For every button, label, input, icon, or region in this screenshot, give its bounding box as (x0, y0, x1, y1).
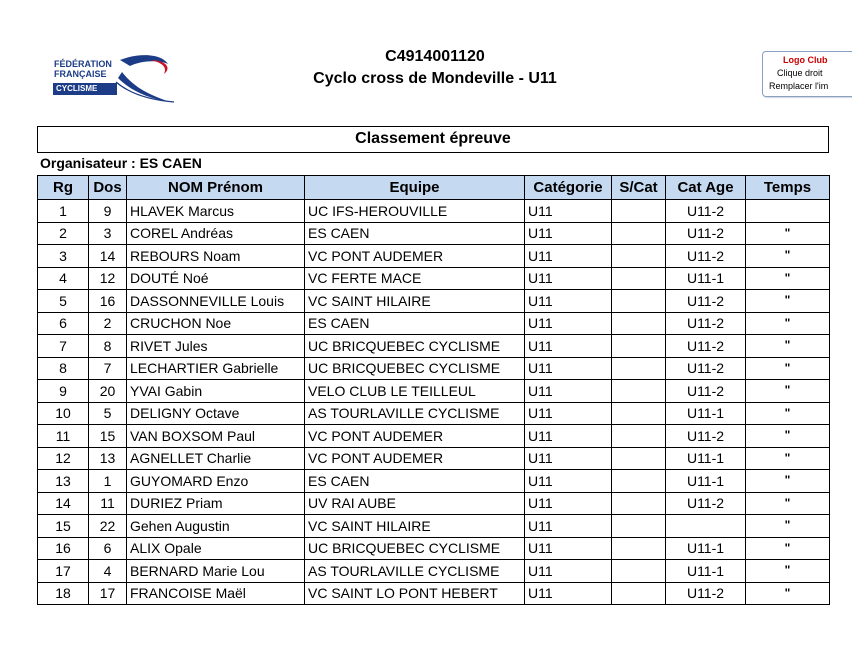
cell-time: " (746, 222, 830, 245)
cell-team: VC SAINT HILAIRE (305, 290, 525, 313)
cell-cat: U11 (525, 470, 612, 493)
cell-team: ES CAEN (305, 312, 525, 335)
cell-cat: U11 (525, 335, 612, 358)
cell-scat (612, 582, 666, 605)
cell-time (746, 200, 830, 223)
cell-name: VAN BOXSOM Paul (127, 425, 305, 448)
federation-logo-text (54, 59, 112, 79)
cell-scat (612, 245, 666, 268)
cell-rg: 2 (38, 222, 89, 245)
cell-dos: 12 (89, 267, 127, 290)
cell-scat (612, 402, 666, 425)
cell-scat (612, 357, 666, 380)
cell-catage: U11-2 (666, 245, 746, 268)
cell-catage: U11-2 (666, 335, 746, 358)
race-code: C4914001120 (385, 48, 485, 65)
cell-rg: 14 (38, 492, 89, 515)
cell-cat: U11 (525, 267, 612, 290)
cell-dos: 7 (89, 357, 127, 380)
cell-name: FRANCOISE Maël (127, 582, 305, 605)
cell-cat: U11 (525, 492, 612, 515)
table-row (38, 537, 830, 560)
cell-rg: 1 (38, 200, 89, 223)
cell-catage: U11-2 (666, 312, 746, 335)
logo-line-federation: FÉDÉRATION (54, 59, 112, 69)
organiser-label: Organisateur : ES CAEN (40, 155, 202, 171)
cell-catage: U11-2 (666, 222, 746, 245)
cell-catage: U11-2 (666, 200, 746, 223)
cell-scat (612, 470, 666, 493)
results-body (38, 200, 830, 605)
club-logo-title: Logo Club (783, 55, 828, 65)
logo-cyclisme-bar: CYCLISME (53, 83, 117, 95)
cell-time: " (746, 515, 830, 538)
cell-catage: U11-1 (666, 560, 746, 583)
cell-name: YVAI Gabin (127, 380, 305, 403)
column-header-dos: Dos (89, 176, 127, 200)
cell-scat (612, 222, 666, 245)
cell-dos: 6 (89, 537, 127, 560)
cell-rg: 5 (38, 290, 89, 313)
cell-time: " (746, 447, 830, 470)
cell-dos: 15 (89, 425, 127, 448)
cell-team: UV RAI AUBE (305, 492, 525, 515)
cell-catage: U11-2 (666, 582, 746, 605)
cell-scat (612, 380, 666, 403)
cell-catage: U11-2 (666, 380, 746, 403)
cell-team: AS TOURLAVILLE CYCLISME (305, 560, 525, 583)
cell-catage: U11-1 (666, 402, 746, 425)
cell-cat: U11 (525, 245, 612, 268)
cell-cat: U11 (525, 447, 612, 470)
column-header-rg: Rg (38, 176, 89, 200)
cell-name: DASSONNEVILLE Louis (127, 290, 305, 313)
cell-catage (666, 515, 746, 538)
cell-scat (612, 537, 666, 560)
cell-cat: U11 (525, 312, 612, 335)
cell-catage: U11-1 (666, 267, 746, 290)
cell-rg: 4 (38, 267, 89, 290)
cell-cat: U11 (525, 222, 612, 245)
cell-name: DELIGNY Octave (127, 402, 305, 425)
cell-rg: 8 (38, 357, 89, 380)
cell-scat (612, 447, 666, 470)
table-row (38, 515, 830, 538)
cell-rg: 9 (38, 380, 89, 403)
cell-name: DURIEZ Priam (127, 492, 305, 515)
event-title: Cyclo cross de Mondeville - U11 (313, 70, 557, 87)
column-header-scat: S/Cat (612, 176, 666, 200)
club-logo-placeholder (762, 51, 852, 97)
cell-name: HLAVEK Marcus (127, 200, 305, 223)
cell-time: " (746, 537, 830, 560)
cell-name: RIVET Jules (127, 335, 305, 358)
cell-team: ES CAEN (305, 470, 525, 493)
cell-cat: U11 (525, 537, 612, 560)
cell-team: VC SAINT HILAIRE (305, 515, 525, 538)
table-row (38, 222, 830, 245)
cell-name: CRUCHON Noe (127, 312, 305, 335)
cell-dos: 13 (89, 447, 127, 470)
cell-cat: U11 (525, 380, 612, 403)
cell-dos: 20 (89, 380, 127, 403)
cell-dos: 22 (89, 515, 127, 538)
table-row (38, 447, 830, 470)
cell-scat (612, 515, 666, 538)
cell-catage: U11-2 (666, 290, 746, 313)
cell-cat: U11 (525, 200, 612, 223)
cell-team: UC BRICQUEBEC CYCLISME (305, 357, 525, 380)
table-row (38, 200, 830, 223)
cell-team: VC PONT AUDEMER (305, 447, 525, 470)
cell-team: VELO CLUB LE TEILLEUL (305, 380, 525, 403)
cell-time: " (746, 245, 830, 268)
column-header-equipe: Equipe (305, 176, 525, 200)
cell-dos: 17 (89, 582, 127, 605)
cell-name: GUYOMARD Enzo (127, 470, 305, 493)
table-row (38, 582, 830, 605)
cell-time: " (746, 402, 830, 425)
cell-time: " (746, 560, 830, 583)
cell-dos: 1 (89, 470, 127, 493)
cell-scat (612, 425, 666, 448)
header-row (38, 176, 830, 200)
cell-team: VC SAINT LO PONT HEBERT (305, 582, 525, 605)
cell-time: " (746, 582, 830, 605)
table-row (38, 245, 830, 268)
column-header-temps: Temps (746, 176, 830, 200)
results-table (37, 175, 830, 605)
table-row (38, 425, 830, 448)
club-logo-hint: Clique droit (777, 68, 823, 78)
cell-rg: 6 (38, 312, 89, 335)
table-row (38, 290, 830, 313)
cell-scat (612, 312, 666, 335)
cell-scat (612, 267, 666, 290)
cell-team: UC BRICQUEBEC CYCLISME (305, 537, 525, 560)
cell-time: " (746, 267, 830, 290)
cell-team: ES CAEN (305, 222, 525, 245)
ranking-title: Classement épreuve (37, 126, 829, 153)
cell-time: " (746, 290, 830, 313)
table-row (38, 267, 830, 290)
cell-scat (612, 200, 666, 223)
cyclist-swoosh-icon (110, 52, 176, 104)
cell-name: COREL Andréas (127, 222, 305, 245)
cell-cat: U11 (525, 560, 612, 583)
cell-catage: U11-1 (666, 470, 746, 493)
cell-team: UC BRICQUEBEC CYCLISME (305, 335, 525, 358)
cell-rg: 16 (38, 537, 89, 560)
cell-rg: 10 (38, 402, 89, 425)
cell-rg: 7 (38, 335, 89, 358)
cell-team: VC FERTE MACE (305, 267, 525, 290)
federation-logo (50, 52, 176, 104)
cell-scat (612, 492, 666, 515)
table-row (38, 402, 830, 425)
cell-time: " (746, 380, 830, 403)
cell-dos: 14 (89, 245, 127, 268)
table-row (38, 470, 830, 493)
cell-rg: 17 (38, 560, 89, 583)
cell-name: Gehen Augustin (127, 515, 305, 538)
cell-team: VC PONT AUDEMER (305, 425, 525, 448)
cell-cat: U11 (525, 425, 612, 448)
column-header-cat-age: Cat Age (666, 176, 746, 200)
document-header (250, 47, 620, 89)
cell-time: " (746, 425, 830, 448)
cell-name: ALIX Opale (127, 537, 305, 560)
cell-dos: 9 (89, 200, 127, 223)
column-header-nom-prenom: NOM Prénom (127, 176, 305, 200)
cell-rg: 15 (38, 515, 89, 538)
cell-dos: 3 (89, 222, 127, 245)
cell-catage: U11-1 (666, 447, 746, 470)
cell-rg: 3 (38, 245, 89, 268)
cell-scat (612, 335, 666, 358)
cell-cat: U11 (525, 357, 612, 380)
cell-name: LECHARTIER Gabrielle (127, 357, 305, 380)
cell-time: " (746, 312, 830, 335)
cell-dos: 11 (89, 492, 127, 515)
cell-time: " (746, 357, 830, 380)
cell-cat: U11 (525, 290, 612, 313)
cell-rg: 11 (38, 425, 89, 448)
cell-dos: 5 (89, 402, 127, 425)
cell-name: BERNARD Marie Lou (127, 560, 305, 583)
cell-cat: U11 (525, 515, 612, 538)
cell-team: UC IFS-HEROUVILLE (305, 200, 525, 223)
cell-scat (612, 290, 666, 313)
cell-team: VC PONT AUDEMER (305, 245, 525, 268)
cell-catage: U11-2 (666, 425, 746, 448)
cell-dos: 4 (89, 560, 127, 583)
table-row (38, 357, 830, 380)
cell-scat (612, 560, 666, 583)
cell-catage: U11-1 (666, 537, 746, 560)
cell-rg: 18 (38, 582, 89, 605)
cell-name: AGNELLET Charlie (127, 447, 305, 470)
cell-cat: U11 (525, 402, 612, 425)
cell-team: AS TOURLAVILLE CYCLISME (305, 402, 525, 425)
cell-name: REBOURS Noam (127, 245, 305, 268)
column-header-categorie: Catégorie (525, 176, 612, 200)
cell-cat: U11 (525, 582, 612, 605)
cell-time: " (746, 470, 830, 493)
logo-line-francaise: FRANÇAISE (54, 69, 107, 79)
table-row (38, 560, 830, 583)
cell-dos: 16 (89, 290, 127, 313)
cell-time: " (746, 492, 830, 515)
cell-catage: U11-2 (666, 357, 746, 380)
cell-dos: 8 (89, 335, 127, 358)
cell-catage: U11-2 (666, 492, 746, 515)
table-row (38, 492, 830, 515)
cell-rg: 12 (38, 447, 89, 470)
cell-dos: 2 (89, 312, 127, 335)
club-logo-hint-2: Remplacer l'im (769, 81, 829, 91)
table-row (38, 312, 830, 335)
table-row (38, 380, 830, 403)
cell-name: DOUTÉ Noé (127, 267, 305, 290)
cell-rg: 13 (38, 470, 89, 493)
table-row (38, 335, 830, 358)
cell-time: " (746, 335, 830, 358)
